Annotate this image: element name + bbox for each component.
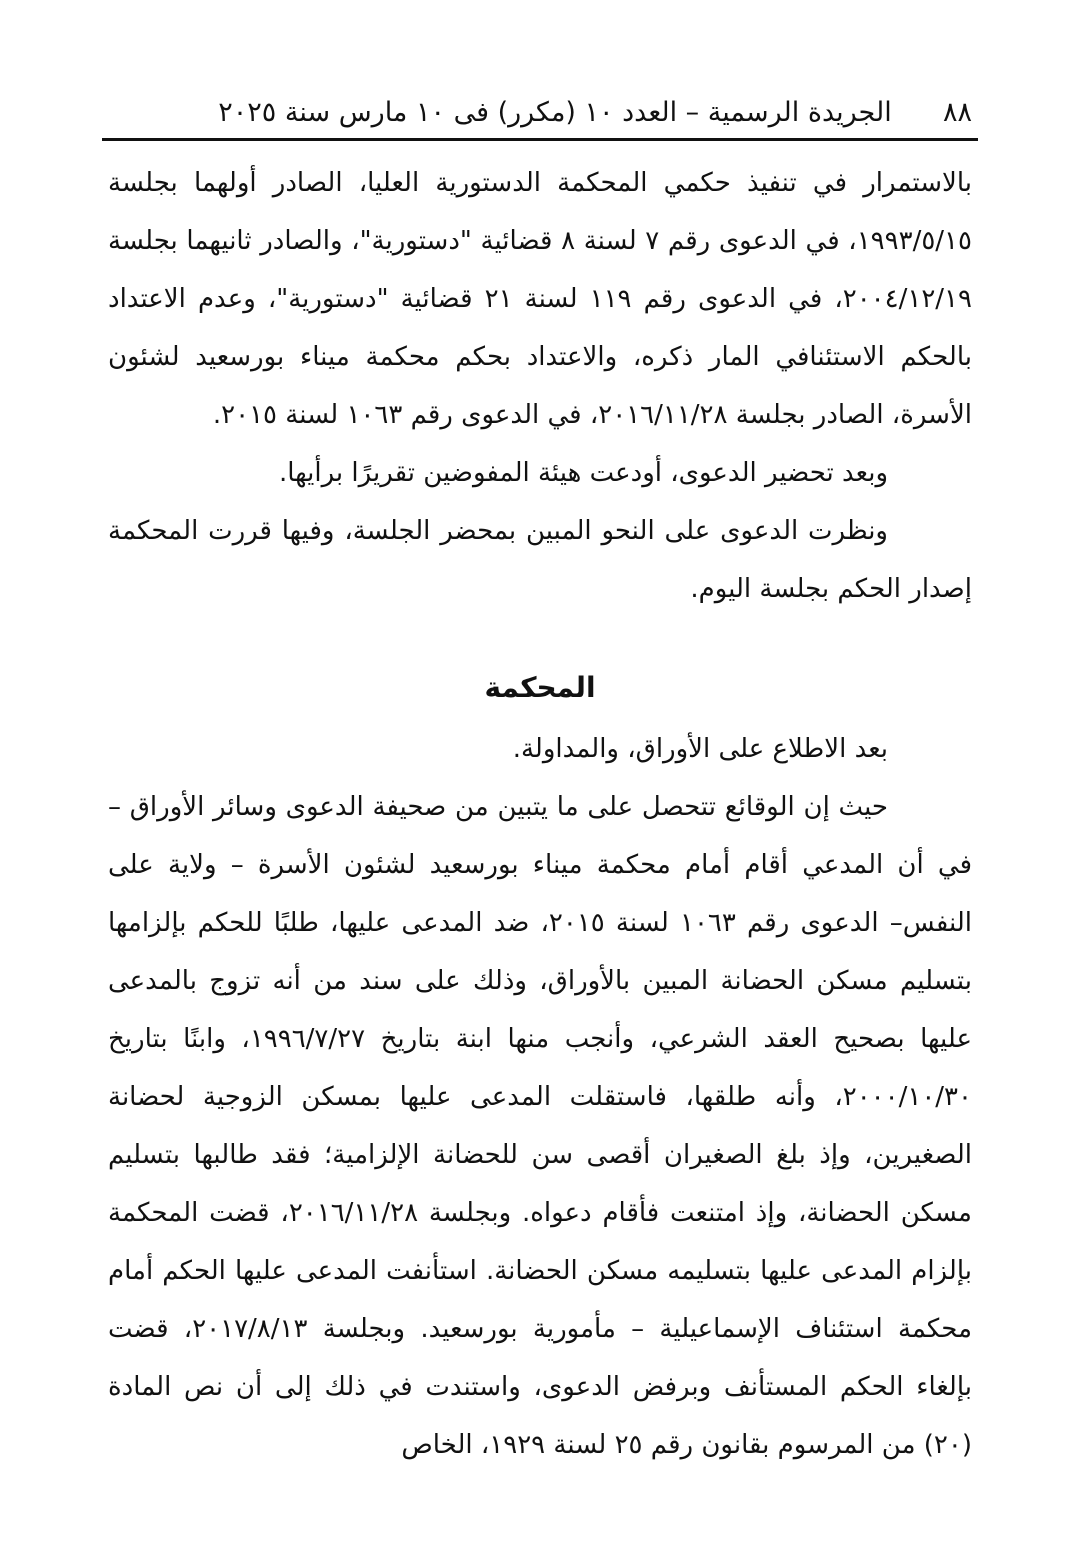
paragraph-facts: حيث إن الوقائع تتحصل على ما يتبين من صحيفة الدعوى وسائر الأوراق – في أن المدعي أقام أمام محكمة ميناء بورسعيد لشئون الأسرة – ولاية على النفس– الدعوى رقم ١٠٦٣ لسنة ٢٠١٥، ضد المدعى عليها، طلبًا للحكم بإلزامها بتسليم مسكن الحضانة المبين بالأوراق، وذلك على سند من أنه تزوج بالمدعى عليها بصحيح العقد الشرعي، وأنجب منها ابنة بتاريخ ١٩٩٦/٧/٢٧، وابنًا بتاريخ ٢٠٠٠/١٠/٣٠، وأنه طلقها، فاستقلت المدعى عليها بمسكن الزوجية لحضانة الصغيرين، وإذ بلغ الصغيران أقصى سن للحضانة الإلزامية؛ فقد طالبها بتسليم مسكن الحضانة، وإذ امتنعت فأقام دعواه. وبجلسة ٢٠١٦/١١/٢٨، قضت المحكمة بإلزام المدعى عليها بتسليمه مسكن الحضانة. استأنفت المدعى عليها الحكم أمام محكمة استئناف الإسماعيلية – مأمورية بورسعيد. وبجلسة ٢٠١٧/٨/١٣، قضت بإلغاء الحكم المستأنف وبرفض الدعوى، واستندت في ذلك إلى أن نص المادة (٢٠) من المرسوم بقانون رقم ٢٥ لسنة ١٩٢٩، الخاص	[108, 792, 972, 1460]
paragraph-deliberation: بعد الاطلاع على الأوراق، والمداولة.	[512, 734, 888, 764]
paragraph-hearing: ونظرت الدعوى على النحو المبين بمحضر الجلسة، وفيها قررت المحكمة إصدار الحكم بجلسة اليوم.	[108, 516, 972, 604]
page-header	[108, 78, 972, 128]
header-divider	[102, 138, 978, 141]
paragraph-report: وبعد تحضير الدعوى، أودعت هيئة المفوضين تقريرًا برأيها.	[278, 458, 888, 488]
gazette-title: الجريدة الرسمية – العدد ١٠ (مكرر) فى ١٠ مارس سنة ٢٠٢٥	[218, 97, 892, 128]
document-body	[108, 154, 972, 1474]
page-number: ٨٨	[942, 97, 972, 128]
paragraph-continuation: بالاستمرار في تنفيذ حكمي المحكمة الدستورية العليا، الصادر أولهما بجلسة ١٩٩٣/٥/١٥، في الدعوى رقم ٧ لسنة ٨ قضائية "دستورية"، والصادر ثانيهما بجلسة ٢٠٠٤/١٢/١٩، في الدعوى رقم ١١٩ لسنة ٢١ قضائية "دستورية"، وعدم الاعتداد بالحكم الاستئنافي المار ذكره، والاعتداد بحكم محكمة ميناء بورسعيد لشئون الأسرة، الصادر بجلسة ٢٠١٦/١١/٢٨، في الدعوى رقم ١٠٦٣ لسنة ٢٠١٥.	[108, 168, 972, 430]
section-heading-court: المحكمة	[484, 671, 596, 704]
